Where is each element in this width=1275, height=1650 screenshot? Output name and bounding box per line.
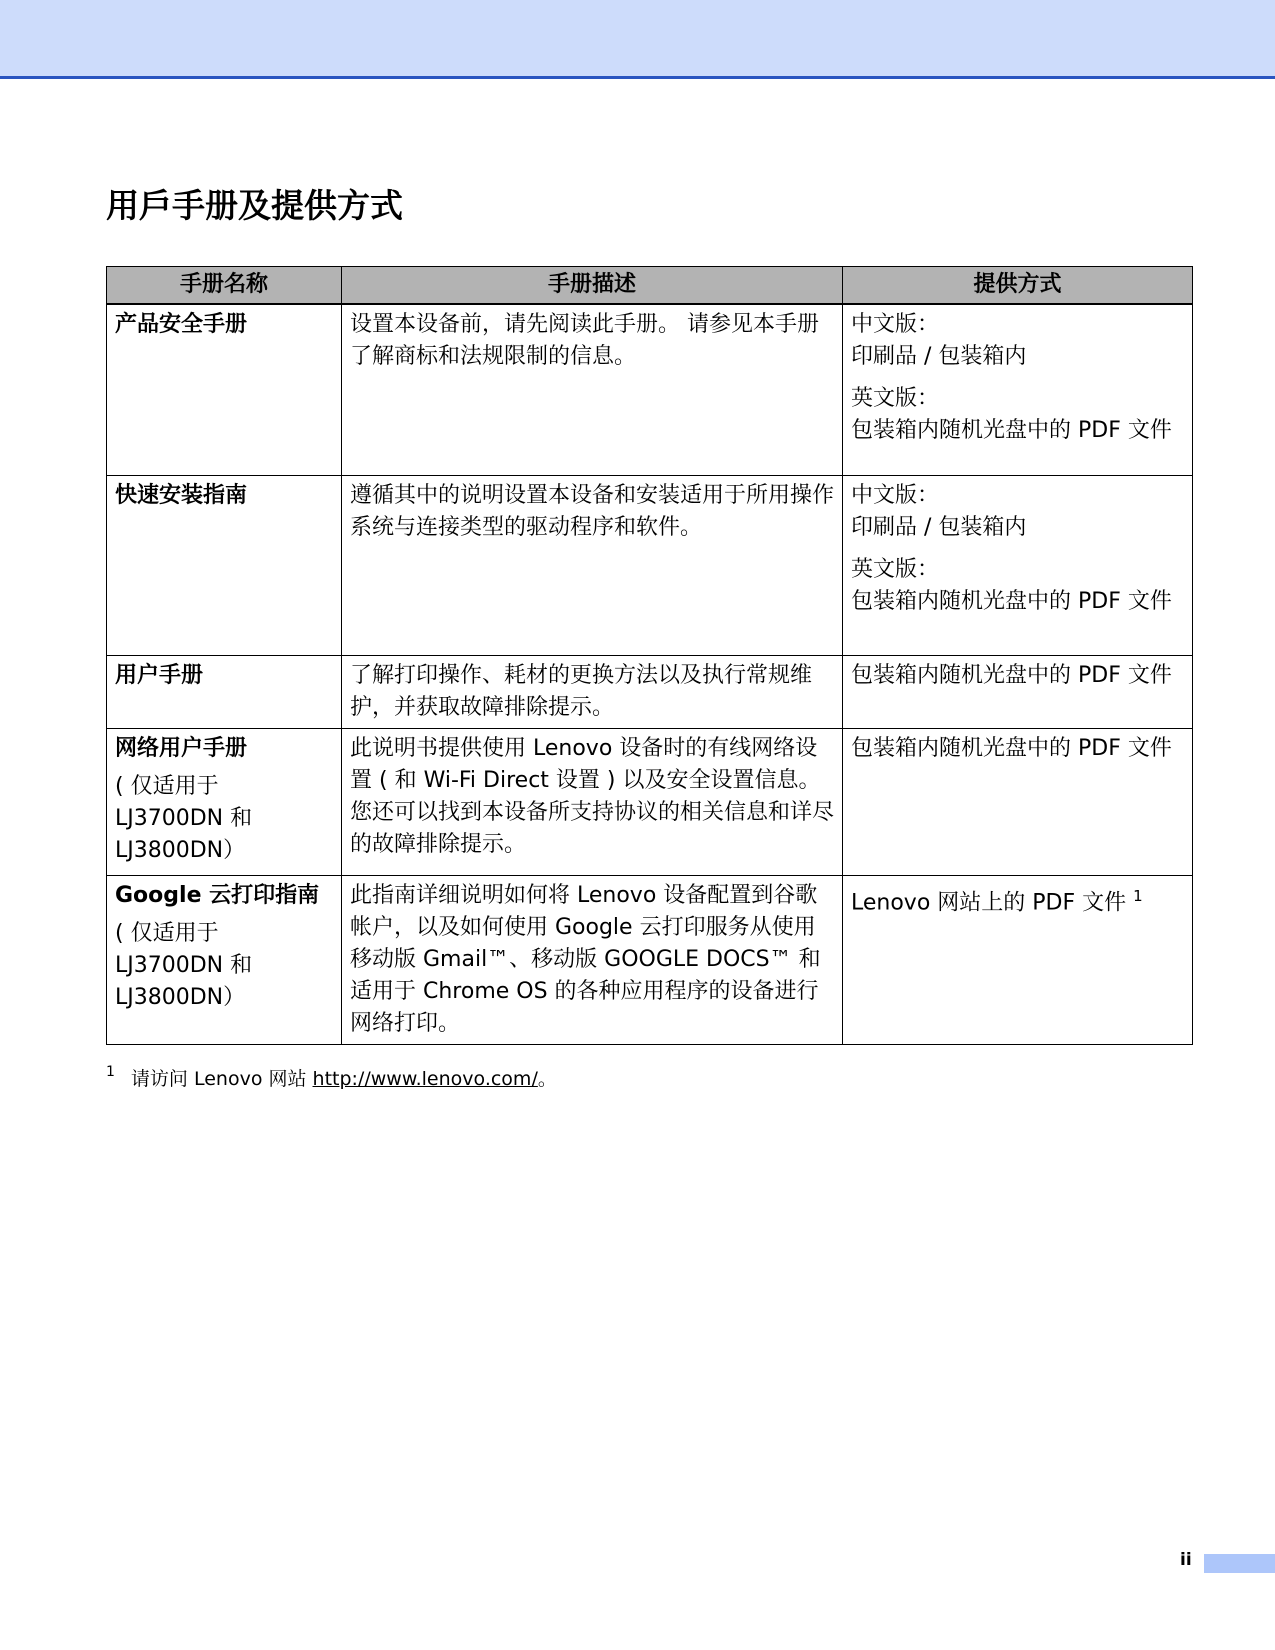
availability-line: 包装箱内随机光盘中的 PDF 文件 xyxy=(851,588,1172,614)
column-header: 手册描述 xyxy=(342,267,843,305)
manual-availability xyxy=(843,475,1193,655)
availability-line: 英文版： xyxy=(851,556,940,582)
page-title: 用戶手册及提供方式 xyxy=(106,186,403,225)
footnote-ref: 1 xyxy=(1133,886,1143,905)
availability-text: Lenovo 网站上的 PDF 文件 xyxy=(851,889,1134,915)
manual-availability xyxy=(843,875,1193,1044)
manual-note: ( 仅适用于 LJ3700DN 和 LJ3800DN） xyxy=(115,773,253,863)
footnote xyxy=(106,1064,557,1091)
table-row xyxy=(107,875,1193,1044)
manual-availability: 包装箱内随机光盘中的 PDF 文件 xyxy=(843,655,1193,728)
availability-line: 印刷品 / 包装箱内 xyxy=(851,514,1027,540)
availability-line: 英文版： xyxy=(851,386,940,411)
availability-line: 印刷品 / 包装箱内 xyxy=(851,344,1027,369)
table-header-row xyxy=(107,267,1193,305)
availability-line: 中文版： xyxy=(851,312,940,337)
table-row xyxy=(107,728,1193,875)
manuals-table xyxy=(106,266,1193,1045)
manual-note: ( 仅适用于 LJ3700DN 和 LJ3800DN） xyxy=(115,920,253,1010)
manual-availability xyxy=(843,304,1193,475)
table-row xyxy=(107,304,1193,475)
page-tab-marker xyxy=(1204,1554,1275,1573)
manual-name xyxy=(107,728,342,875)
manual-name xyxy=(107,875,342,1044)
manual-description: 此说明书提供使用 Lenovo 设备时的有线网络设置 ( 和 Wi-Fi Direct 设置 ) 以及安全设置信息。 您还可以找到本设备所支持协议的相关信息和详尽的故障排除提示。 xyxy=(342,728,843,875)
footnote-text: 请访问 Lenovo 网站 xyxy=(130,1068,313,1090)
table-row xyxy=(107,655,1193,728)
manual-description: 了解打印操作、耗材的更换方法以及执行常规维护，并获取故障排除提示。 xyxy=(342,655,843,728)
manual-availability: 包装箱内随机光盘中的 PDF 文件 xyxy=(843,728,1193,875)
manual-description: 此指南详细说明如何将 Lenovo 设备配置到谷歌帐户，以及如何使用 Google 云打印服务从使用移动版 Gmail™、移动版 GOOGLE DOCS™ 和适用于 Chrome OS 的各种应用程序的设备进行网络打印。 xyxy=(342,875,843,1044)
manual-name: 用户手册 xyxy=(107,655,342,728)
manual-description: 遵循其中的说明设置本设备和安装适用于所用操作系统与连接类型的驱动程序和软件。 xyxy=(342,475,843,655)
manual-name-text: 网络用户手册 xyxy=(115,735,248,761)
lenovo-link[interactable]: http://www.lenovo.com/ xyxy=(312,1068,538,1090)
header-band xyxy=(0,0,1275,79)
manual-name: 快速安装指南 xyxy=(107,475,342,655)
availability-line: 包装箱内随机光盘中的 PDF 文件 xyxy=(851,418,1172,443)
footnote-end: 。 xyxy=(537,1068,557,1090)
footnote-number: 1 xyxy=(106,1064,115,1080)
column-header: 提供方式 xyxy=(843,267,1193,305)
manual-description: 设置本设备前，请先阅读此手册。 请参见本手册了解商标和法规限制的信息。 xyxy=(342,304,843,475)
table-row xyxy=(107,475,1193,655)
manual-name: 产品安全手册 xyxy=(107,304,342,475)
manual-name-text: Google 云打印指南 xyxy=(115,882,320,908)
column-header: 手册名称 xyxy=(107,267,342,305)
availability-line: 中文版： xyxy=(851,482,940,508)
page-number: ii xyxy=(1180,1550,1192,1570)
